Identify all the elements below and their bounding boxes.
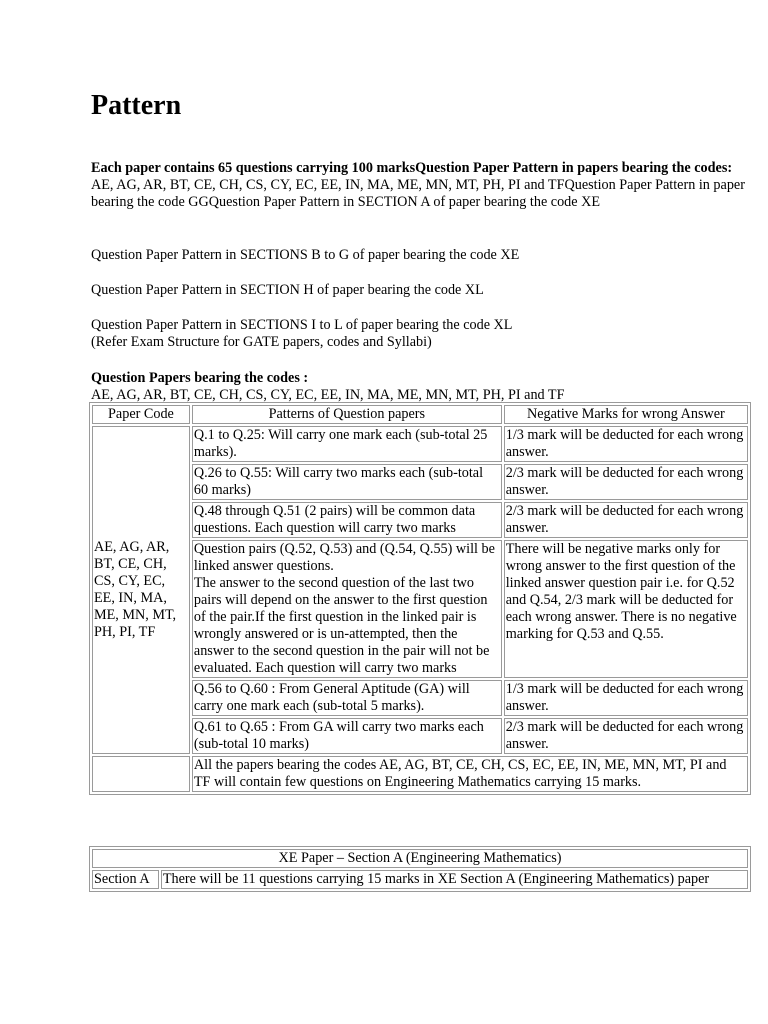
negative-cell: 1/3 mark will be deducted for each wrong answer. bbox=[504, 426, 748, 462]
table-row bbox=[92, 464, 748, 500]
pattern-cell: Q.61 to Q.65 : From GA will carry two marks each (sub-total 10 marks) bbox=[192, 718, 502, 754]
question-pattern-table bbox=[89, 402, 751, 795]
header-negative-marks: Negative Marks for wrong Answer bbox=[504, 405, 748, 424]
table-header-row bbox=[92, 405, 748, 424]
paper-code-cell: AE, AG, AR, BT, CE, CH, CS, CY, EC, EE, IN, MA, ME, MN, MT, PH, PI, TF bbox=[92, 426, 190, 754]
table-row bbox=[92, 540, 748, 678]
table-row bbox=[92, 426, 748, 462]
negative-cell: 2/3 mark will be deducted for each wrong answer. bbox=[504, 718, 748, 754]
pattern-cell: Q.1 to Q.25: Will carry one mark each (sub-total 25 marks). bbox=[192, 426, 502, 462]
paragraph-sections-b-g: Question Paper Pattern in SECTIONS B to G of paper bearing the code XE bbox=[91, 247, 520, 263]
table-footer-row bbox=[92, 756, 748, 792]
pattern-cell: Q.48 through Q.51 (2 pairs) will be common data questions. Each question will carry two marks bbox=[192, 502, 502, 538]
negative-cell: 2/3 mark will be deducted for each wrong answer. bbox=[504, 502, 748, 538]
intro-paragraph bbox=[91, 160, 751, 211]
table-row bbox=[92, 680, 748, 716]
intro-bold-text: Each paper contains 65 questions carrying 100 marksQuestion Paper Pattern in papers bearing the codes: bbox=[91, 160, 733, 176]
header-paper-code: Paper Code bbox=[92, 405, 190, 424]
codes-heading: Question Papers bearing the codes : bbox=[91, 370, 309, 386]
table-row bbox=[92, 870, 748, 889]
xe-section-table bbox=[89, 846, 751, 892]
codes-list: AE, AG, AR, BT, CE, CH, CS, CY, EC, EE, IN, MA, ME, MN, MT, PH, PI and TF bbox=[91, 387, 565, 403]
paragraph-sections-i-l-text: Question Paper Pattern in SECTIONS I to L of paper bearing the code XL bbox=[91, 317, 513, 333]
empty-cell bbox=[92, 756, 190, 792]
section-label-cell: Section A bbox=[92, 870, 159, 889]
refer-exam-structure-text: (Refer Exam Structure for GATE papers, codes and Syllabi) bbox=[91, 334, 432, 350]
negative-cell: There will be negative marks only for wrong answer to the first question of the linked answer question pair i.e. for Q.52 and Q.54, 2/3 mark will be deducted for each wrong answer. There is no negative marking for Q.53 and Q.55. bbox=[504, 540, 748, 678]
pattern-cell-continuation: The answer to the second question of the last two pairs will depend on the answer to the first question of the pair.If the first question in the linked pair is wrongly answered or is un-attempted, then the answer to the second question in the pair will not be evaluated. Each question will carry two marks bbox=[193, 575, 490, 676]
codes-paragraph bbox=[91, 370, 751, 404]
pattern-cell bbox=[192, 540, 502, 678]
intro-plain-text: AE, AG, AR, BT, CE, CH, CS, CY, EC, EE, IN, MA, ME, MN, MT, PH, PI and TFQuestion Paper Pattern in paper bearing the code GGQuestion Paper Pattern in SECTION A of paper bearing the code XE bbox=[91, 177, 745, 210]
header-patterns: Patterns of Question papers bbox=[192, 405, 502, 424]
paragraph-section-h: Question Paper Pattern in SECTION H of paper bearing the code XL bbox=[91, 282, 484, 298]
table-row bbox=[92, 718, 748, 754]
xe-table-header: XE Paper – Section A (Engineering Mathematics) bbox=[92, 849, 748, 868]
pattern-cell: Q.56 to Q.60 : From General Aptitude (GA) will carry one mark each (sub-total 5 marks). bbox=[192, 680, 502, 716]
pattern-cell: Q.26 to Q.55: Will carry two marks each (sub-total 60 marks) bbox=[192, 464, 502, 500]
pattern-cell-line: Question pairs (Q.52, Q.53) and (Q.54, Q.55) will be linked answer questions. bbox=[193, 541, 495, 574]
negative-cell: 1/3 mark will be deducted for each wrong answer. bbox=[504, 680, 748, 716]
negative-cell: 2/3 mark will be deducted for each wrong answer. bbox=[504, 464, 748, 500]
page-title: Pattern bbox=[91, 90, 182, 121]
footer-note-cell: All the papers bearing the codes AE, AG, BT, CE, CH, CS, EC, EE, IN, ME, MN, MT, PI and TF will contain few questions on Engineering Mathematics carrying 15 marks. bbox=[192, 756, 748, 792]
table-header-row bbox=[92, 849, 748, 868]
section-description-cell: There will be 11 questions carrying 15 marks in XE Section A (Engineering Mathematics) paper bbox=[161, 870, 748, 889]
table-row bbox=[92, 502, 748, 538]
paragraph-sections-i-l bbox=[91, 317, 751, 351]
